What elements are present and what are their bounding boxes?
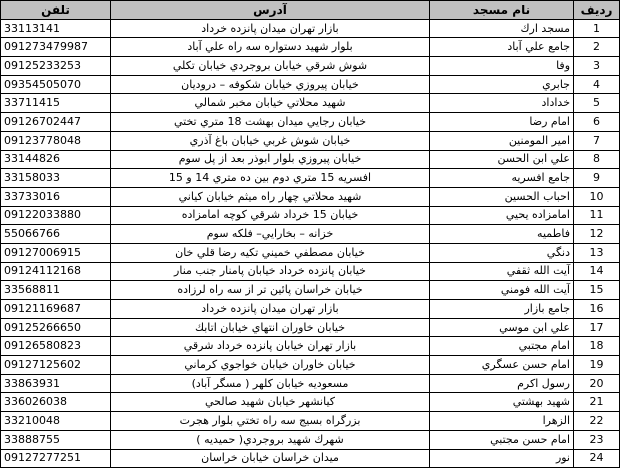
mosque-name-cell: امام حسن عسگري — [430, 356, 574, 375]
row-number-cell: 15 — [574, 281, 620, 300]
table-row — [1, 356, 620, 375]
mosque-name-cell: مسجد ارك — [430, 19, 574, 38]
row-number-cell: 19 — [574, 356, 620, 375]
mosque-name-cell: الزهرا — [430, 412, 574, 431]
row-number-cell: 3 — [574, 57, 620, 76]
table-row — [1, 337, 620, 356]
mosque-name-cell: آيت الله ثقفي — [430, 262, 574, 281]
row-number-cell: 2 — [574, 38, 620, 57]
address-cell: خيابان پيروزي خيابان شكوفه – دروديان — [111, 75, 430, 94]
table-row — [1, 94, 620, 113]
table-row — [1, 412, 620, 431]
table-row — [1, 19, 620, 38]
table-row — [1, 300, 620, 319]
mosque-name-cell: آيت الله فومني — [430, 281, 574, 300]
phone-cell: 33711415 — [1, 94, 111, 113]
address-cell: خيابان مصطفي خميني تكيه رضا قلي خان — [111, 243, 430, 262]
row-number-cell: 4 — [574, 75, 620, 94]
row-number-cell: 8 — [574, 150, 620, 169]
mosque-name-cell: جامع بازار — [430, 300, 574, 319]
mosque-name-cell: علي ابن موسي — [430, 318, 574, 337]
table-row — [1, 281, 620, 300]
phone-cell: 33888755 — [1, 430, 111, 449]
table-row — [1, 449, 620, 468]
address-cell: خيابان 15 خرداد شرقي كوچه امامزاده — [111, 206, 430, 225]
address-cell: خيابان رجايي ميدان بهشت 18 متري تختي — [111, 113, 430, 132]
table-row — [1, 430, 620, 449]
mosque-name-cell: علي ابن الحسن — [430, 150, 574, 169]
address-cell: ميدان خراسان خيابان خراسان — [111, 449, 430, 468]
mosque-name-cell: امام حسن مجتبي — [430, 430, 574, 449]
mosque-name-cell: خداداد — [430, 94, 574, 113]
mosque-name-cell: شهيد بهشتي — [430, 393, 574, 412]
row-number-cell: 5 — [574, 94, 620, 113]
address-cell: خيابان شوش غربي خيابان باغ آذري — [111, 131, 430, 150]
mosque-name-cell: امام رضا — [430, 113, 574, 132]
mosque-name-cell: نور — [430, 449, 574, 468]
phone-cell: 09127006915 — [1, 243, 111, 262]
table-row — [1, 225, 620, 244]
phone-cell: 09354505070 — [1, 75, 111, 94]
table-row — [1, 187, 620, 206]
mosque-name-cell: فاطميه — [430, 225, 574, 244]
address-cell: بازار تهران ميدان پانزده خرداد — [111, 300, 430, 319]
address-cell: افسريه 15 متري دوم بين ده متري 14 و 15 — [111, 169, 430, 188]
phone-cell: 09126702447 — [1, 113, 111, 132]
phone-cell: 336026038 — [1, 393, 111, 412]
address-cell: كيانشهر خيابان شهيد صالحي — [111, 393, 430, 412]
address-cell: خيابان پيروزي بلوار ابوذر بعد از پل سوم — [111, 150, 430, 169]
phone-cell: 33158033 — [1, 169, 111, 188]
table-row — [1, 243, 620, 262]
row-number-cell: 22 — [574, 412, 620, 431]
address-cell: شهرك شهيد بروجردي( حميديه ) — [111, 430, 430, 449]
phone-cell: 09125266650 — [1, 318, 111, 337]
address-cell: خيابان پانزده خرداد خيابان پامنار جنب منار — [111, 262, 430, 281]
row-number-cell: 17 — [574, 318, 620, 337]
mosque-name-cell: جامع علي آباد — [430, 38, 574, 57]
phone-cell: 09127277251 — [1, 449, 111, 468]
row-number-cell: 9 — [574, 169, 620, 188]
mosque-name-cell: جابري — [430, 75, 574, 94]
mosque-name-cell: دنگي — [430, 243, 574, 262]
header-phone: تلفن — [1, 1, 111, 20]
address-cell: بلوار شهيد دستواره سه راه علي آباد — [111, 38, 430, 57]
table-row — [1, 113, 620, 132]
table-row — [1, 318, 620, 337]
phone-cell: 33863931 — [1, 374, 111, 393]
table-row — [1, 38, 620, 57]
mosque-name-cell: رسول اكرم — [430, 374, 574, 393]
mosque-name-cell: وفا — [430, 57, 574, 76]
table-row — [1, 393, 620, 412]
phone-cell: 09121169687 — [1, 300, 111, 319]
address-cell: خيابان خاوران انتهاي خيابان اتابك — [111, 318, 430, 337]
table-row — [1, 262, 620, 281]
mosque-name-cell: امير المومنين — [430, 131, 574, 150]
table-row — [1, 75, 620, 94]
address-cell: بازار تهران ميدان پانزده خرداد — [111, 19, 430, 38]
table-row — [1, 206, 620, 225]
mosque-name-cell: امامزاده يحيي — [430, 206, 574, 225]
row-number-cell: 18 — [574, 337, 620, 356]
phone-cell: 09124112168 — [1, 262, 111, 281]
table-row — [1, 131, 620, 150]
row-number-cell: 12 — [574, 225, 620, 244]
header-row-number: ردیف — [574, 1, 620, 20]
address-cell: شهيد محلاتي خيابان مخبر شمالي — [111, 94, 430, 113]
row-number-cell: 6 — [574, 113, 620, 132]
phone-cell: 09126580823 — [1, 337, 111, 356]
address-cell: بزرگراه بسيج سه راه تختي بلوار هجرت — [111, 412, 430, 431]
row-number-cell: 11 — [574, 206, 620, 225]
phone-cell: 33210048 — [1, 412, 111, 431]
address-cell: شوش شرقي خيابان بروجردي خيابان تكلي — [111, 57, 430, 76]
address-cell: شهيد محلاتي چهار راه ميثم خيابان كياني — [111, 187, 430, 206]
phone-cell: 33568811 — [1, 281, 111, 300]
row-number-cell: 1 — [574, 19, 620, 38]
row-number-cell: 23 — [574, 430, 620, 449]
mosque-name-cell: جامع افسريه — [430, 169, 574, 188]
row-number-cell: 24 — [574, 449, 620, 468]
address-cell: خيابان خراسان پائين تر از سه راه لرزاده — [111, 281, 430, 300]
header-address: آدرس — [111, 1, 430, 20]
phone-cell: 33733016 — [1, 187, 111, 206]
row-number-cell: 7 — [574, 131, 620, 150]
address-cell: خزانه – بخارايي– فلكه سوم — [111, 225, 430, 244]
phone-cell: 09125233253 — [1, 57, 111, 76]
row-number-cell: 13 — [574, 243, 620, 262]
mosque-name-cell: امام مجتبي — [430, 337, 574, 356]
table-row — [1, 150, 620, 169]
phone-cell: 09122033880 — [1, 206, 111, 225]
phone-cell: 33113141 — [1, 19, 111, 38]
table-body — [1, 19, 620, 468]
header-mosque-name: نام مسجد — [430, 1, 574, 20]
table-row — [1, 57, 620, 76]
phone-cell: 091273479987 — [1, 38, 111, 57]
address-cell: خيابان خاوران خيابان خواجوي كرماني — [111, 356, 430, 375]
row-number-cell: 21 — [574, 393, 620, 412]
table-row — [1, 169, 620, 188]
address-cell: بازار تهران خيابان پانزده خرداد شرقي — [111, 337, 430, 356]
row-number-cell: 14 — [574, 262, 620, 281]
phone-cell: 09127125602 — [1, 356, 111, 375]
row-number-cell: 10 — [574, 187, 620, 206]
phone-cell: 09123778048 — [1, 131, 111, 150]
address-cell: مسعوديه خيابان كلهر ( مسگر آباد) — [111, 374, 430, 393]
header-row — [1, 1, 620, 20]
row-number-cell: 20 — [574, 374, 620, 393]
mosque-name-cell: احباب الحسين — [430, 187, 574, 206]
phone-cell: 33144826 — [1, 150, 111, 169]
phone-cell: 55066766 — [1, 225, 111, 244]
table-row — [1, 374, 620, 393]
row-number-cell: 16 — [574, 300, 620, 319]
